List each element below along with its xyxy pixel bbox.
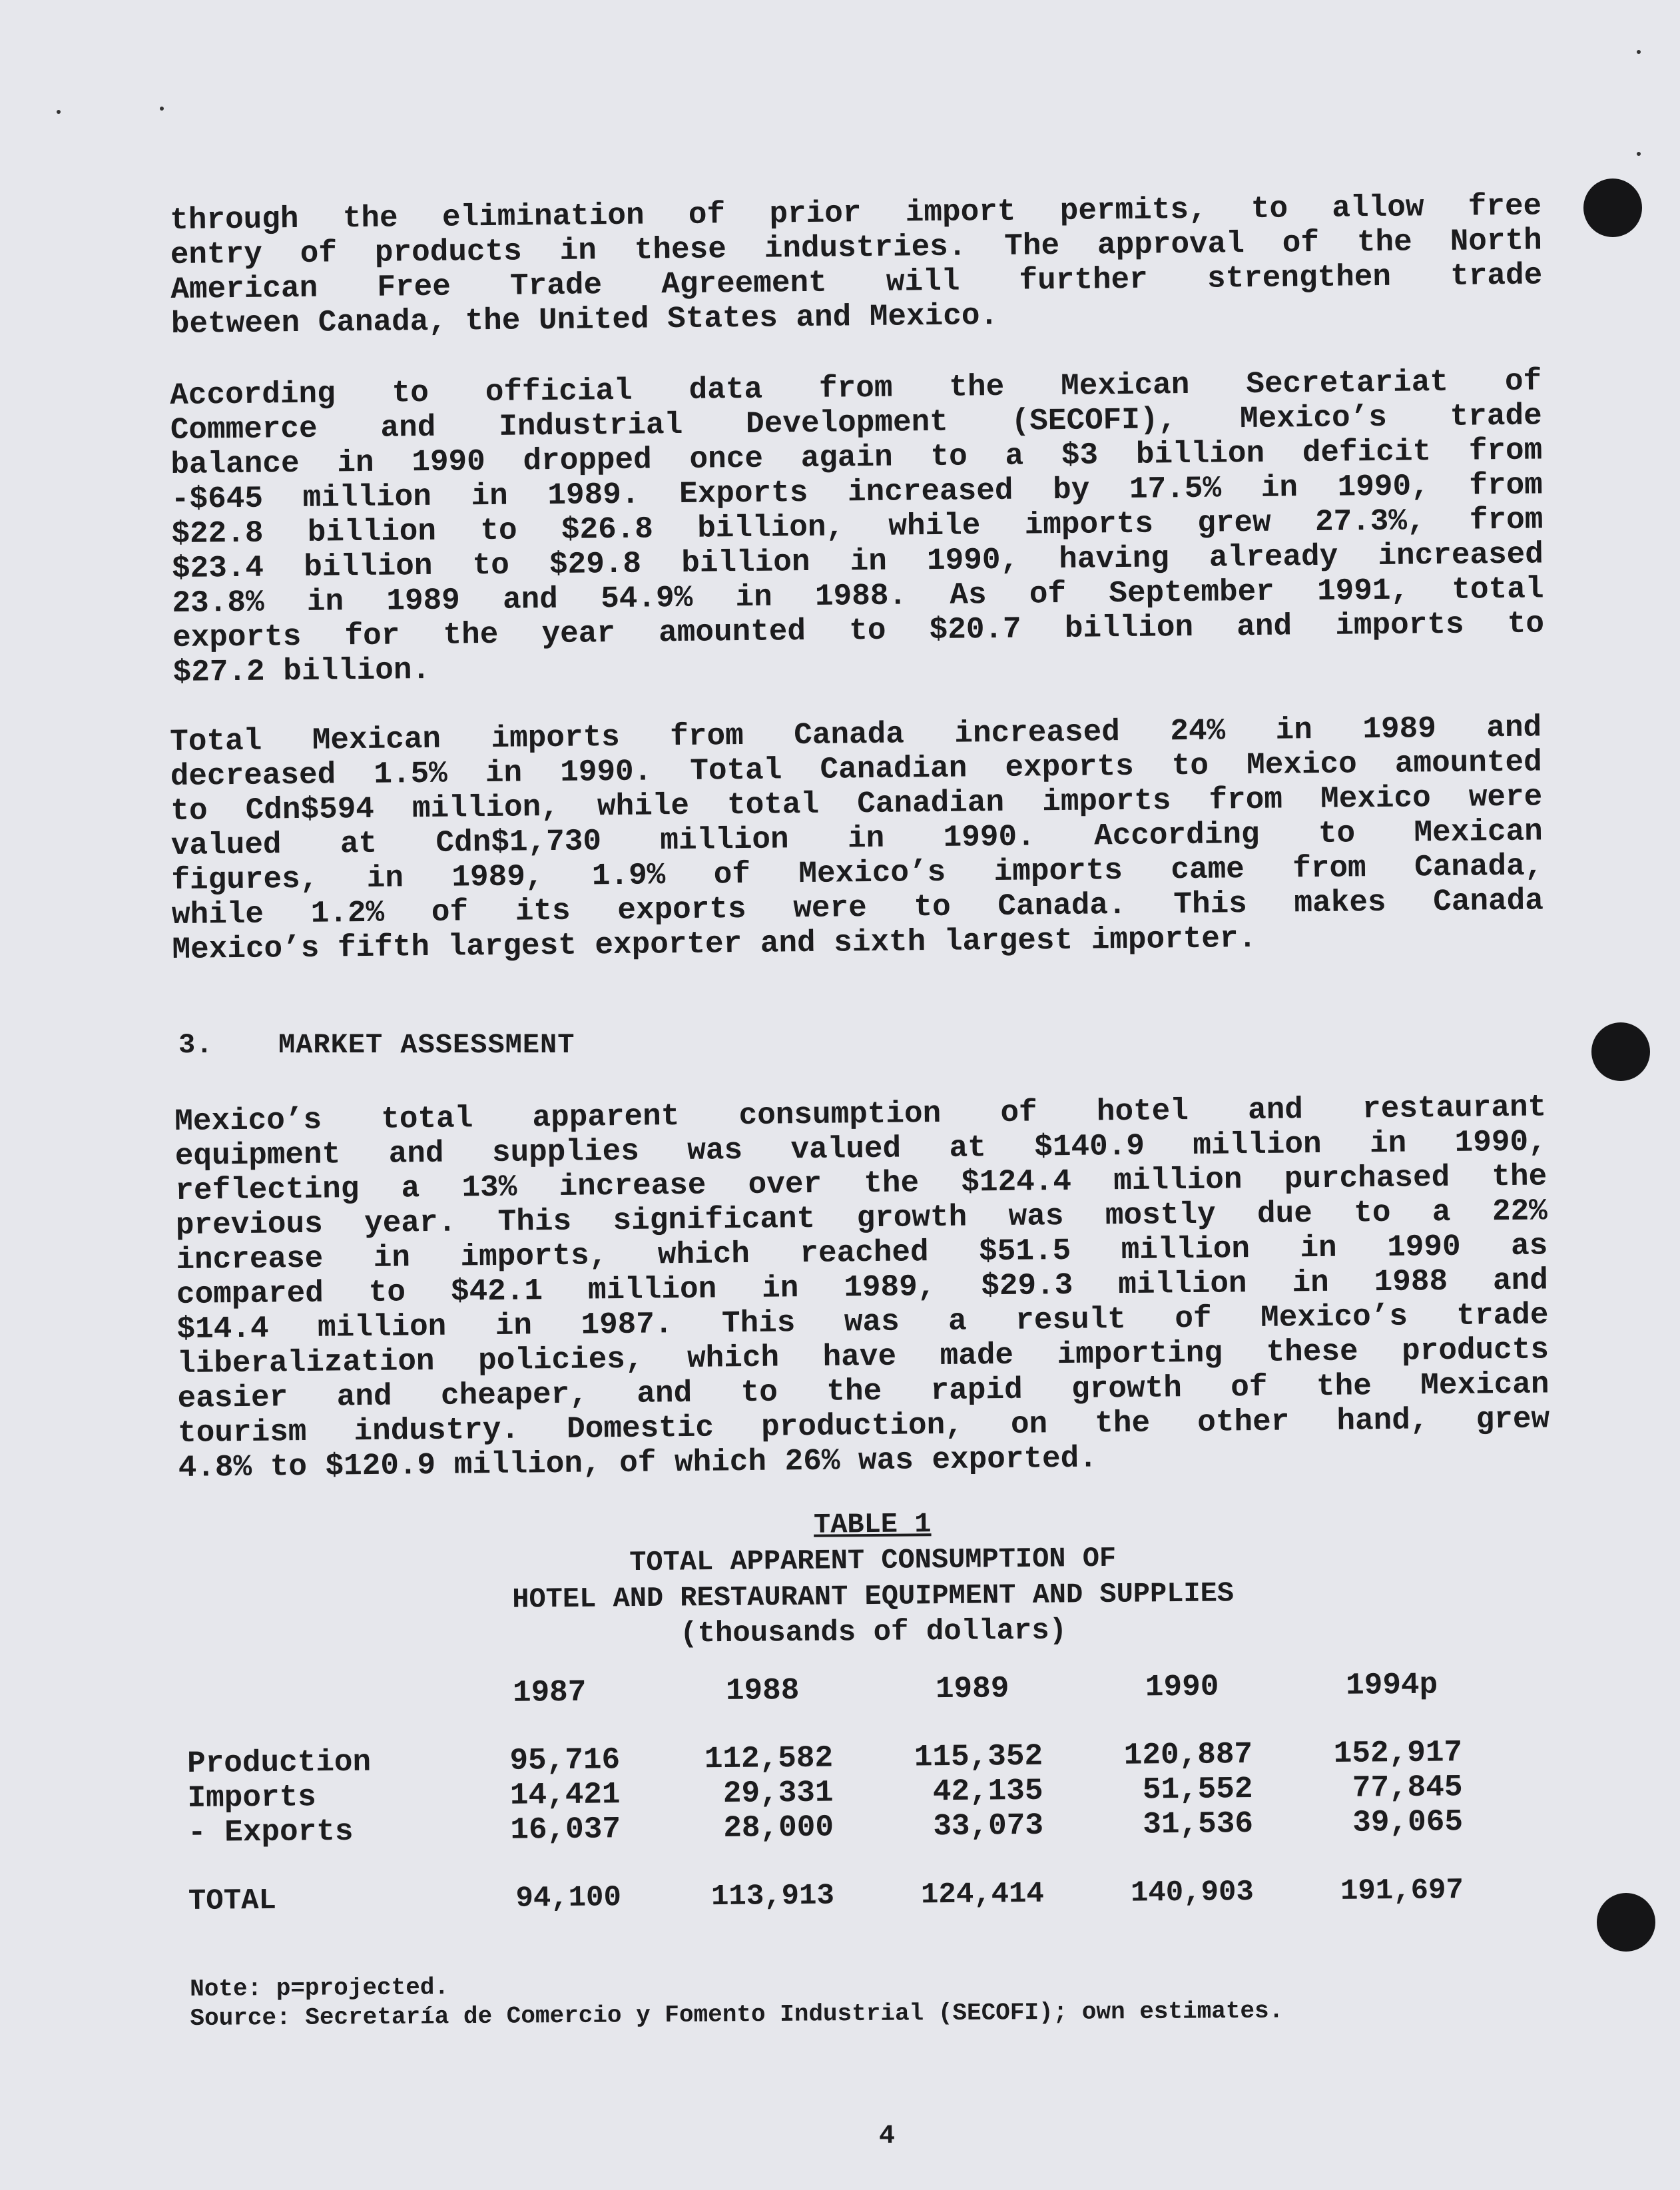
table-title	[333, 1502, 1413, 1655]
text-line: Mexico’s total apparent consumption of hotel and restaurant	[174, 1090, 1547, 1139]
table-cell: 42,135	[932, 1773, 1043, 1810]
scan-speck	[57, 110, 61, 114]
table-total-row	[188, 1874, 1520, 1920]
table-note: Note: p=projected.	[190, 1974, 449, 2003]
text-line: while 1.2% of its exports were to Canada. This makes Canada	[171, 883, 1544, 932]
text-line: to Cdn$594 million, while total Canadian imports from Mexico were	[170, 779, 1543, 829]
text-line: $14.4 million in 1987. This was a result of Mexico’s trade	[176, 1297, 1549, 1347]
paragraph-3	[170, 710, 1544, 967]
paragraph-1	[170, 188, 1543, 342]
section-heading	[178, 1029, 575, 1061]
table-cell: 152,917	[1333, 1735, 1463, 1771]
text-line: $27.2 billion.	[172, 652, 431, 690]
text-line: $22.8 billion to $26.8 billion, while imports grew 27.3%, from	[171, 502, 1543, 551]
scan-speck	[1637, 50, 1641, 54]
table-cell: 112,582	[704, 1740, 834, 1777]
text-line: Commerce and Industrial Development (SECOFI), Mexico’s trade	[170, 398, 1542, 448]
table-cell: 39,065	[1352, 1804, 1464, 1840]
text-line: through the elimination of prior import permits, to allow free	[170, 188, 1542, 238]
table-cell: 95,716	[509, 1742, 621, 1778]
consumption-table	[186, 1667, 1520, 1920]
text-line: liberalization policies, which have made importing these products	[176, 1332, 1549, 1381]
table-cell: 94,100	[515, 1881, 622, 1916]
table-header-row	[186, 1667, 1518, 1713]
page-number: 4	[879, 2121, 896, 2151]
section-number: 3.	[178, 1029, 214, 1061]
text-line: increase in imports, which reached $51.5 million in 1990 as	[176, 1228, 1548, 1278]
text-line: equipment and supplies was valued at $140.9 million in 1990,	[174, 1124, 1547, 1174]
text-line: entry of products in these industries. The approval of the North	[170, 223, 1542, 272]
table-title-line-1: TOTAL APPARENT CONSUMPTION OF	[629, 1542, 1117, 1579]
binder-hole-top	[1583, 179, 1642, 237]
row-label: TOTAL	[188, 1884, 277, 1918]
table-cell: 33,073	[933, 1808, 1044, 1844]
table-cell: 16,037	[510, 1812, 621, 1848]
table-title-line-2: HOTEL AND RESTAURANT EQUIPMENT AND SUPPLIES	[512, 1577, 1235, 1616]
table-cell: 113,913	[710, 1879, 835, 1914]
text-line: Mexico’s fifth largest exporter and sixth largest importer.	[172, 920, 1257, 967]
text-line: tourism industry. Domestic production, on the other hand, grew	[177, 1401, 1550, 1451]
scan-speck	[1637, 152, 1641, 156]
paragraph-2	[170, 364, 1545, 690]
text-line: -$645 million in 1989. Exports increased by 17.5% in 1990, from	[170, 468, 1543, 517]
column-header: 1987	[512, 1674, 587, 1710]
row-label: Imports	[187, 1780, 317, 1816]
text-line: balance in 1990 dropped once again to a $3 billion deficit from	[170, 433, 1543, 482]
row-label: - Exports	[187, 1814, 354, 1850]
table-cell: 115,352	[914, 1738, 1043, 1775]
column-header: 1988	[725, 1672, 800, 1708]
text-line: American Free Trade Agreement will further strengthen trade	[170, 258, 1543, 307]
table-cell: 29,331	[722, 1775, 834, 1811]
table-cell: 120,887	[1123, 1737, 1253, 1773]
text-line: Total Mexican imports from Canada increased 24% in 1989 and	[170, 710, 1542, 759]
text-line: exports for the year amounted to $20.7 billion and imports to	[172, 606, 1545, 655]
table-cell: 191,697	[1340, 1874, 1464, 1908]
table-cell: 124,414	[920, 1877, 1045, 1912]
table-cell: 140,903	[1130, 1876, 1255, 1910]
text-line: compared to $42.1 million in 1989, $29.3 million in 1988 and	[176, 1263, 1549, 1312]
table-cell: 31,536	[1143, 1806, 1254, 1842]
text-line: $23.4 billion to $29.8 billion in 1990, having already increased	[171, 537, 1544, 586]
table-cell: 77,845	[1352, 1770, 1463, 1806]
text-line: previous year. This significant growth was mostly due to a 22%	[175, 1194, 1548, 1243]
text-line: easier and cheaper, and to the rapid growth of the Mexican	[177, 1367, 1549, 1416]
table-label: TABLE 1	[813, 1508, 932, 1541]
text-line: 4.8% to $120.9 million, of which 26% was exported.	[178, 1441, 1098, 1485]
text-line: According to official data from the Mexican Secretariat of	[170, 364, 1542, 413]
text-line: reflecting a 13% increase over the $124.4 million purchased the	[175, 1159, 1547, 1208]
text-line: valued at Cdn$1,730 million in 1990. According to Mexican	[170, 814, 1543, 863]
text-line: 23.8% in 1989 and 54.9% in 1988. As of September 1991, total	[172, 571, 1544, 621]
column-header: 1990	[1145, 1669, 1219, 1705]
column-header: 1994p	[1345, 1667, 1438, 1703]
text-line: decreased 1.5% in 1990. Total Canadian exports to Mexico amounted	[170, 745, 1542, 794]
binder-hole-middle	[1591, 1022, 1650, 1081]
table-notes	[190, 1968, 1283, 2033]
column-header: 1989	[935, 1671, 1009, 1707]
paragraph-market-assessment	[174, 1090, 1550, 1485]
section-title: MARKET ASSESSMENT	[278, 1029, 575, 1061]
binder-hole-bottom	[1597, 1893, 1655, 1952]
text-line: figures, in 1989, 1.9% of Mexico’s imports came from Canada,	[171, 849, 1543, 898]
table-cell: 51,552	[1142, 1772, 1253, 1808]
row-label: Production	[186, 1744, 372, 1781]
table-cell: 14,421	[509, 1777, 621, 1813]
table-units: (thousands of dollars)	[679, 1614, 1067, 1651]
text-line: between Canada, the United States and Mexico.	[170, 298, 999, 342]
table-source: Source: Secretaría de Comercio y Fomento Industrial (SECOFI); own estimates.	[190, 1997, 1284, 2032]
table-cell: 28,000	[723, 1810, 834, 1846]
scan-speck	[160, 107, 164, 111]
